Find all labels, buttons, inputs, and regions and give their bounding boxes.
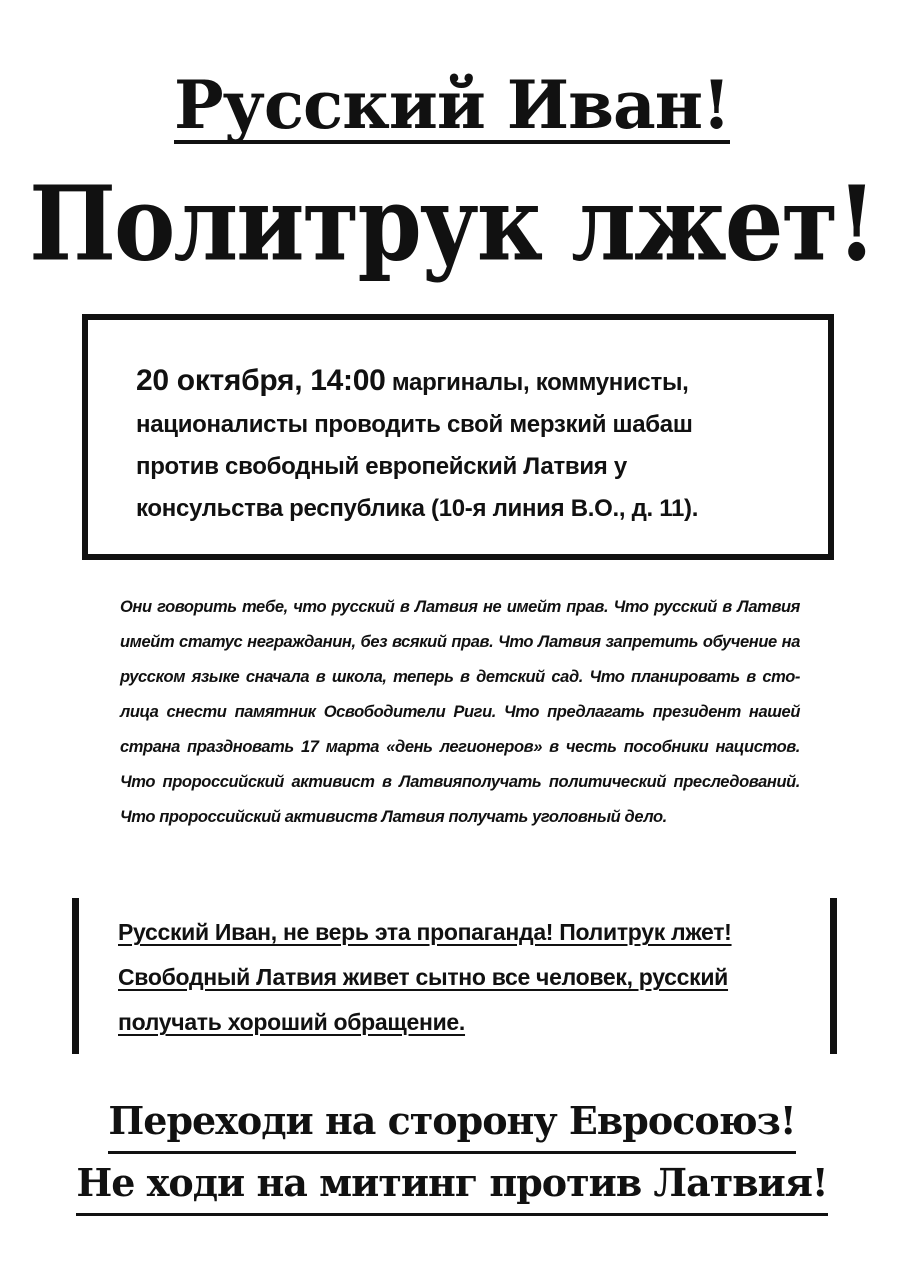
callout-text: Русский Иван, не верь эта пропаганда! Политрук лжет! Свободный Латвия живет сытно все человек, русский получать хороший обращение. <box>118 919 732 1035</box>
event-info-text <box>136 360 776 530</box>
footer-line-2: Не ходи на митинг против Латвия! <box>76 1154 827 1216</box>
footer-line-1: Переходи на сторону Евросоюз! <box>108 1092 795 1154</box>
left-bracket-bar <box>72 898 79 1054</box>
event-description: маргиналы, коммунисты, националисты проводить свой мерзкий шабаш против свободный европейский Латвия у консульства республика (10-я линия В.О., д. 11). <box>136 369 699 522</box>
event-info-box <box>82 314 834 560</box>
title-line-2: Политрук лжет! <box>29 163 875 284</box>
title-line-1 <box>0 66 904 144</box>
event-date: 20 октября, 14:00 <box>136 364 386 397</box>
callout-block <box>118 910 808 1045</box>
right-bracket-bar <box>830 898 837 1054</box>
footer-slogans <box>0 1092 904 1216</box>
title-line-1-text: Русский Иван! <box>173 66 731 144</box>
body-paragraph: Они говорить тебе, что русский в Латвия не имейт прав. Что русский в Латвия имейт статус негражданин, без всякий прав. Что Латвия запретить обучение на русском языке сначала в школа, теперь в детский сад. Что планировать в сто-лица снести памятник Освободители Риги. Что предлагать президент нашей страна праздновать 17 марта «день легионеров» в честь пособники нацистов. Что пророссийский активист в Латвияполучать политический преследований. Что пророссийский активиств Латвия получать уголовный дело. <box>120 598 800 826</box>
